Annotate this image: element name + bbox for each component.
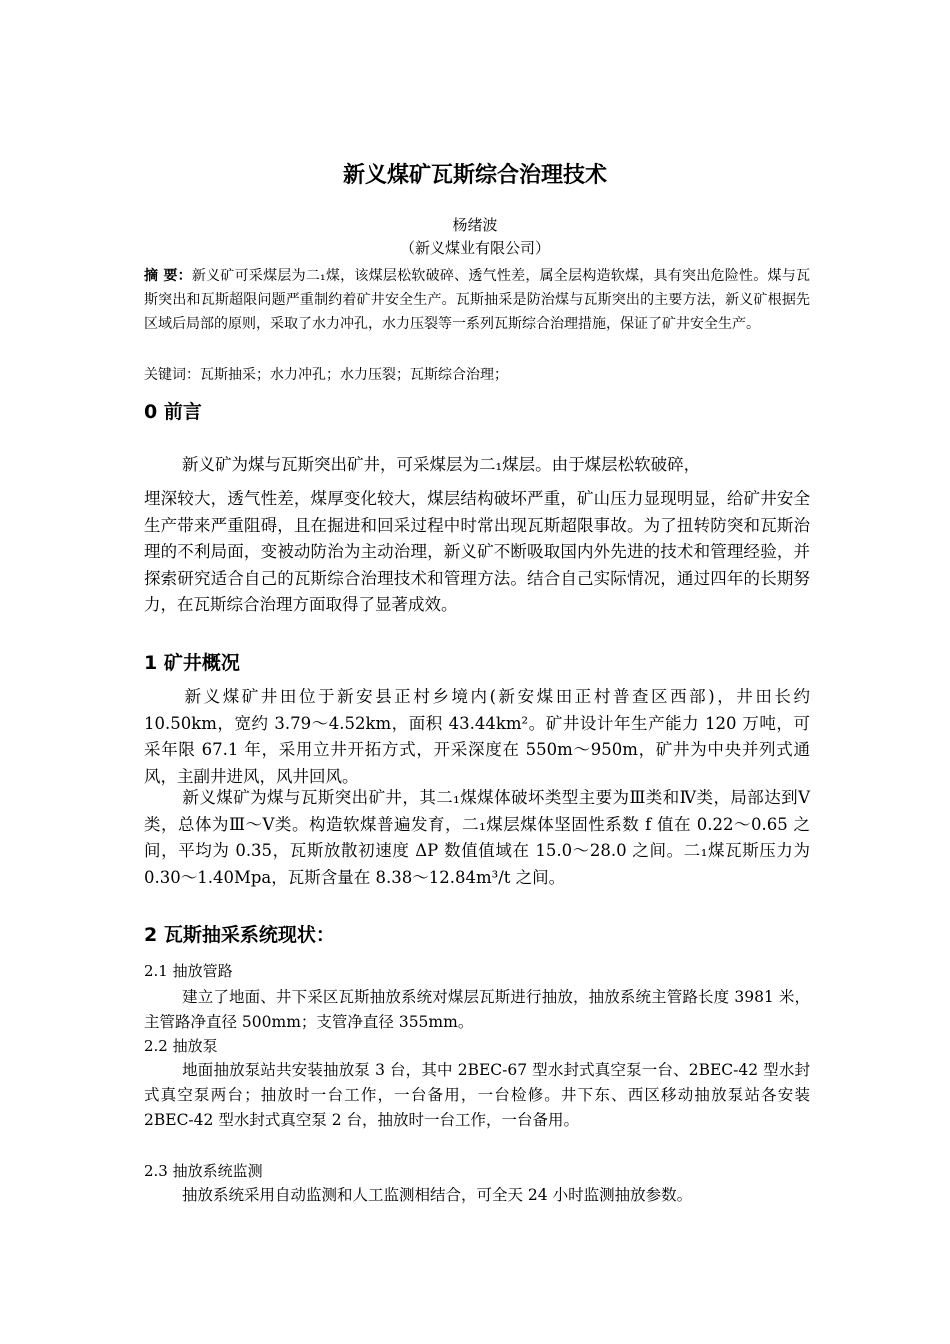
author-name: 杨绪波 xyxy=(452,216,498,234)
monitoring-paragraph xyxy=(144,1183,810,1208)
abstract-label: 摘 要： xyxy=(144,268,192,284)
pump-paragraph xyxy=(144,1058,810,1133)
mine-overview-paragraph-1 xyxy=(144,684,810,790)
section-heading-mine-overview: 1 矿井概况 xyxy=(144,652,240,674)
mine-overview-paragraph-1-text: 新义煤矿井田位于新安县正村乡境内(新安煤田正村普查区西部)，井田长约 10.50km，宽约 3.79～4.52km，面积 43.44km²。矿井设计年生产能力 120 万吨，可采年限 67.1 年，采用立井开拓方式，开采深度在 550m～950m，矿井为中央并列式通风，主副井进风，风井回风。 xyxy=(144,687,810,786)
abstract xyxy=(144,264,810,336)
keywords: 关键词：瓦斯抽采；水力冲孔；水力压裂；瓦斯综合治理； xyxy=(144,367,508,383)
document-title: 新义煤矿瓦斯综合治理技术 xyxy=(342,163,607,188)
abstract-text: 新义矿可采煤层为二₁煤，该煤层松软破碎、透气性差，属全层构造软煤，具有突出危险性。煤与瓦斯突出和瓦斯超限问题严重制约着矿井安全生产。瓦斯抽采是防治煤与瓦斯突出的主要方法，新义矿根据先区域后局部的原则，采取了水力冲孔，水力压裂等一系列瓦斯综合治理措施，保证了矿井安全生产。 xyxy=(144,268,810,332)
subsection-heading-pump: 2.2 抽放泵 xyxy=(144,1037,218,1055)
section-heading-gas-system: 2 瓦斯抽采系统现状： xyxy=(144,924,335,946)
pump-paragraph-text: 地面抽放泵站共安装抽放泵 3 台，其中 2BEC-67 型水封式真空泵一台、2BEC-42 型水封式真空泵两台；抽放时一台工作，一台备用，一台检修。井下东、西区移动抽放泵站各安装 2BEC-42 型水封式真空泵 2 台，抽放时一台工作，一台备用。 xyxy=(144,1061,810,1129)
subsection-heading-pipeline: 2.1 抽放管路 xyxy=(144,962,233,980)
mine-overview-paragraph-2 xyxy=(144,785,810,891)
preface-paragraph-1 xyxy=(144,452,810,479)
monitoring-paragraph-text: 抽放系统采用自动监测和人工监测相结合，可全天 24 小时监测抽放参数。 xyxy=(182,1186,693,1204)
subsection-heading-monitoring: 2.3 抽放系统监测 xyxy=(144,1162,263,1180)
preface-paragraph-1-text: 新义矿为煤与瓦斯突出矿井，可采煤层为二₁煤层。由于煤层松软破碎， xyxy=(182,455,701,474)
pipeline-paragraph-text: 建立了地面、井下采区瓦斯抽放系统对煤层瓦斯进行抽放，抽放系统主管路长度 3981 米，主管路净直径 500mm；支管净直径 355mm。 xyxy=(144,988,810,1031)
preface-paragraph-2: 埋深较大，透气性差，煤厚变化较大，煤层结构破坏严重，矿山压力显现明显，给矿井安全生产带来严重阻碍，且在掘进和回采过程中时常出现瓦斯超限事故。为了扭转防突和瓦斯治理的不利局面，变被动防治为主动治理，新义矿不断吸取国内外先进的技术和管理经验，并探索研究适合自己的瓦斯综合治理技术和管理方法。结合自己实际情况，通过四年的长期努力，在瓦斯综合治理方面取得了显著成效。 xyxy=(144,489,810,614)
section-heading-preface: 0 前言 xyxy=(144,401,202,423)
mine-overview-paragraph-2-text: 新义煤矿为煤与瓦斯突出矿井，其二₁煤煤体破坏类型主要为Ⅲ类和Ⅳ类，局部达到Ⅴ类，总体为Ⅲ～Ⅴ类。构造软煤普遍发育，二₁煤层煤体坚固性系数 f 值在 0.22～0.65 之间，平均为 0.35，瓦斯放散初速度 ΔP 数值值域在 15.0～28.0 之间。二₁煤瓦斯压力为 0.30～1.40Mpa，瓦斯含量在 8.38～12.84m³/t 之间。 xyxy=(144,788,810,887)
pipeline-paragraph xyxy=(144,985,810,1035)
author-affiliation: （新义煤业有限公司） xyxy=(399,239,550,257)
